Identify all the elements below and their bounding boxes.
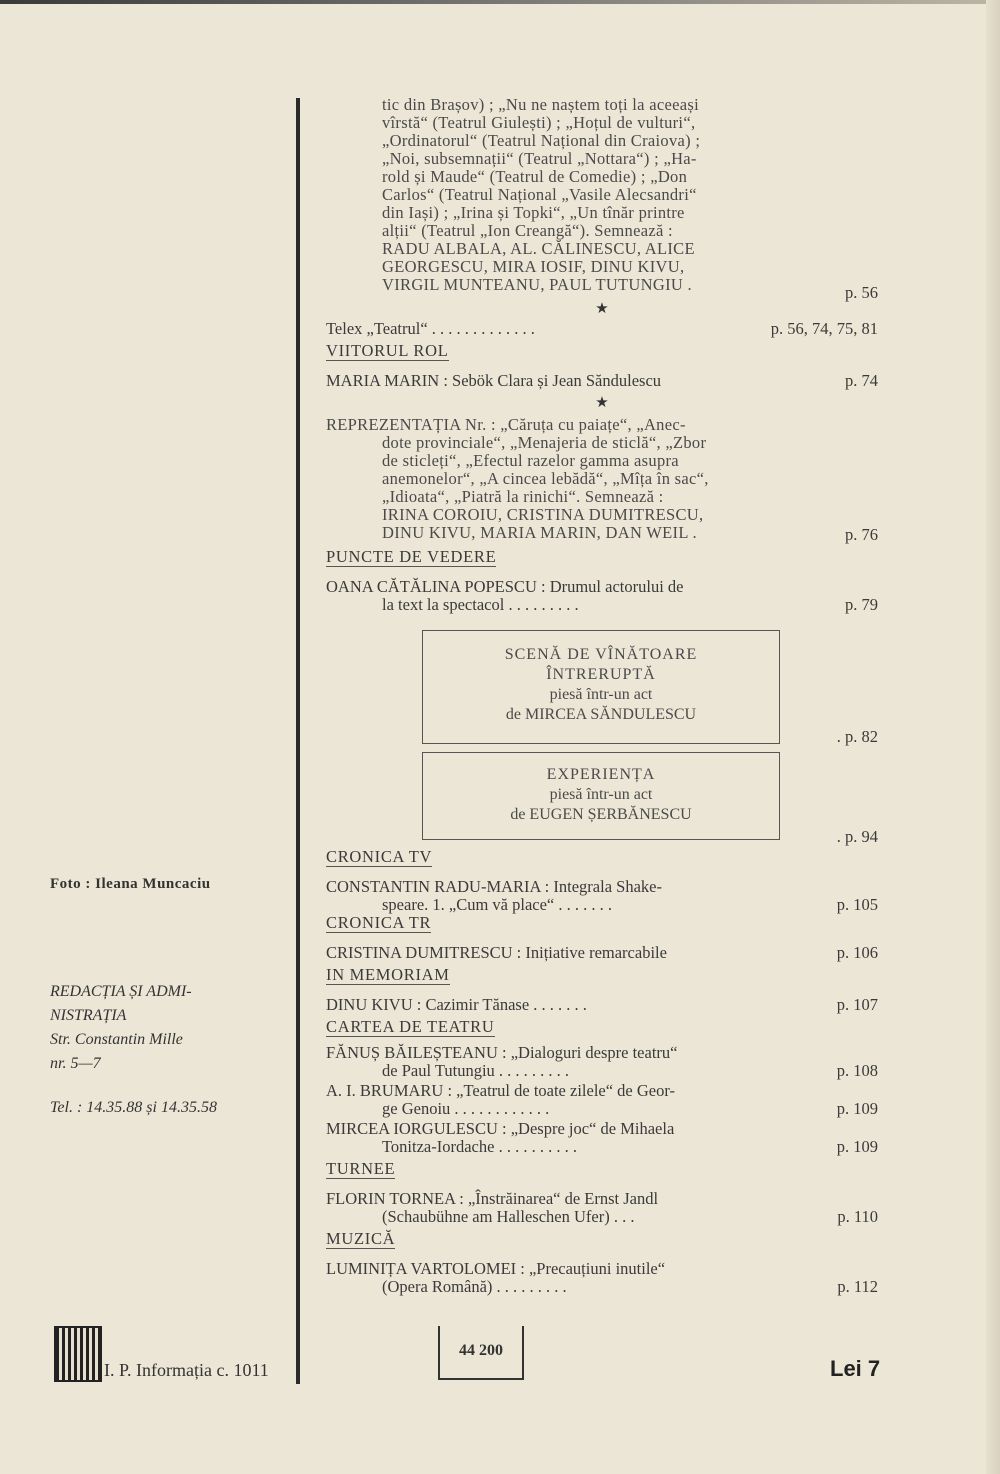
photo-credit: Foto : Ileana Muncaciu [50,876,211,892]
star-icon: ★ [595,301,609,317]
maria-marin-entry [326,372,878,390]
reprezentatia-line: DINU KIVU, MARIA MARIN, DAN WEIL . [382,523,697,542]
reprezentatia-line: anemonelor“, „A cincea lebădă“, „Mîța în sac“, [382,469,709,488]
office-title: REDACȚIA ȘI ADMI- [50,983,192,1000]
tr-page-number: p. 106 [836,943,878,962]
entry-line: (Opera Română) . . . . . . . . . [382,1277,567,1296]
reprezentatia-line: „Idioata“, „Piatră la rinichi“. Semnează : [382,487,664,506]
star-icon: ★ [595,395,609,411]
office-address: nr. 5—7 [50,1055,101,1072]
cartea-page-number: p. 109 [836,1137,878,1156]
reprezentatia-paragraph [326,416,814,542]
page-top-edge [0,0,1000,4]
printer-logo-icon [54,1326,102,1382]
section-cronica-tr [326,914,878,933]
entry-line: FĂNUȘ BĂILEȘTEANU : „Dialoguri despre teatru“ [326,1043,678,1062]
intro-line: „Ordinatorul“ (Teatrul Național din Craiova) ; [382,131,701,150]
entry-line: CONSTANTIN RADU-MARIA : Integrala Shake- [326,877,662,896]
telex-page-number: p. 56, 74, 75, 81 [770,319,878,338]
section-heading: CRONICA TV [326,847,433,866]
intro-line: rold și Maude“ (Teatrul de Comedie) ; „Don [382,167,688,186]
entry-line: de Paul Tutungiu . . . . . . . . . [382,1061,570,1080]
cartea-entry [326,1044,878,1080]
play-author: de EUGEN ȘERBĂNESCU [510,806,692,823]
muzica-page-number: p. 112 [837,1277,878,1296]
entry-text: MARIA MARIN : Sebök Clara și Jean Săndulescu [326,371,662,390]
cartea-page-number: p. 109 [836,1099,878,1118]
muzica-entry [326,1260,878,1296]
box2-page-number: . p. 94 [836,827,878,846]
entry-line: ge Genoiu . . . . . . . . . . . . [382,1099,550,1118]
section-puncte-de-vedere [326,548,878,567]
section-heading: TURNEE [326,1159,396,1178]
section-cartea-de-teatru [326,1018,878,1037]
tr-entry [326,944,878,962]
reprezentatia-page-number: p. 76 [845,525,878,544]
play-subtitle: piesă într-un act [549,786,653,803]
intro-line: Carlos“ (Teatrul Național „Vasile Alecsandri“ [382,185,697,204]
intro-line: tic din Brașov) ; „Nu ne naștem toți la aceeași [382,95,699,114]
memoriam-entry [326,996,878,1014]
turnee-page-number: p. 110 [837,1207,878,1226]
section-heading: CARTEA DE TEATRU [326,1017,495,1036]
page-right-edge [986,0,1000,1474]
tv-page-number: p. 105 [836,895,878,914]
cartea-entry [326,1082,878,1118]
oana-page-number: p. 79 [845,595,878,614]
section-turnee [326,1160,878,1179]
play-box-2 [422,752,780,840]
entry-line: OANA CĂTĂLINA POPESCU : Drumul actorului de [326,577,684,596]
section-muzica [326,1230,878,1249]
play-title: EXPERIENȚA [546,766,656,783]
editorial-office [50,980,270,1120]
play-subtitle: piesă într-un act [549,686,653,703]
intro-line: RADU ALBALA, AL. CĂLINESCU, ALICE [382,239,695,258]
tv-entry [326,878,878,914]
play-box-1 [422,630,780,744]
section-cronica-tv [326,848,878,867]
section-heading: VIITORUL ROL [326,341,449,360]
intro-page-number: p. 56 [845,283,878,302]
section-viitorul-rol [326,342,878,361]
intro-line: VIRGIL MUNTEANU, PAUL TUTUNGIU . [382,275,692,294]
play-title: SCENĂ DE VÎNĂTOARE [504,646,698,663]
play-title: ÎNTRERUPTĂ [546,666,656,683]
entry-line: speare. 1. „Cum vă place“ . . . . . . . [382,895,613,914]
reprezentatia-line: IRINA COROIU, CRISTINA DUMITRESCU, [382,505,704,524]
vertical-rule [296,98,300,1384]
entry-text: DINU KIVU : Cazimir Tănase . . . . . . . [326,995,587,1014]
play-author: de MIRCEA SĂNDULESCU [505,706,697,723]
cartea-entry [326,1120,878,1156]
section-heading: PUNCTE DE VEDERE [326,547,497,566]
office-title: NISTRAȚIA [50,1007,127,1024]
oana-entry [326,578,878,614]
entry-line: A. I. BRUMARU : „Teatrul de toate zilele“ de Geor- [326,1081,676,1100]
entry-line: LUMINIȚA VARTOLOMEI : „Precauțiuni inutile“ [326,1259,666,1278]
box1-page-number: . p. 82 [836,727,878,746]
office-address: Str. Constantin Mille [50,1031,183,1048]
reprezentatia-line: REPREZENTAȚIA Nr. : „Căruța cu paiațe“, „Anec- [326,415,686,434]
reprezentatia-line: de sticleți“, „Efectul razelor gamma asupra [382,451,679,470]
intro-line: „Noi, subsemnații“ (Teatrul „Nottara“) ; „Ha- [382,149,697,168]
section-in-memoriam [326,966,878,985]
intro-line: vîrstă“ (Teatrul Giulești) ; „Hoțul de vulturi“, [382,113,696,132]
intro-line: alții“ (Teatrul „Ion Creangă“). Semnează : [382,221,673,240]
section-heading: CRONICA TR [326,913,432,932]
telex-text: Telex „Teatrul“ . . . . . . . . . . . . . [326,319,535,338]
intro-paragraph [326,96,814,294]
cartea-page-number: p. 108 [836,1061,878,1080]
price: Lei 7 [830,1356,881,1381]
entry-line: Tonitza-Iordache . . . . . . . . . . [382,1137,577,1156]
section-heading: IN MEMORIAM [326,965,450,984]
entry-line: (Schaubühne am Halleschen Ufer) . . . [382,1207,635,1226]
intro-line: GEORGESCU, MIRA IOSIF, DINU KIVU, [382,257,685,276]
entry-line: FLORIN TORNEA : „Înstrăinarea“ de Ernst Jandl [326,1189,659,1208]
entry-line: MIRCEA IORGULESCU : „Despre joc“ de Mihaela [326,1119,675,1138]
entry-line: la text la spectacol . . . . . . . . . [382,595,579,614]
catalog-code: 44 200 [438,1326,524,1380]
office-phone: Tel. : 14.35.88 și 14.35.58 [50,1099,217,1116]
turnee-entry [326,1190,878,1226]
intro-line: din Iași) ; „Irina și Topki“, „Un tînăr printre [382,203,685,222]
entry-page-number: p. 74 [845,371,878,390]
memoriam-page-number: p. 107 [836,995,878,1014]
section-heading: MUZICĂ [326,1229,396,1248]
entry-text: CRISTINA DUMITRESCU : Inițiative remarcabile [326,943,667,962]
printer-imprint: I. P. Informația c. 1011 [104,1360,269,1380]
reprezentatia-line: dote provinciale“, „Menajeria de sticlă“, „Zbor [382,433,707,452]
